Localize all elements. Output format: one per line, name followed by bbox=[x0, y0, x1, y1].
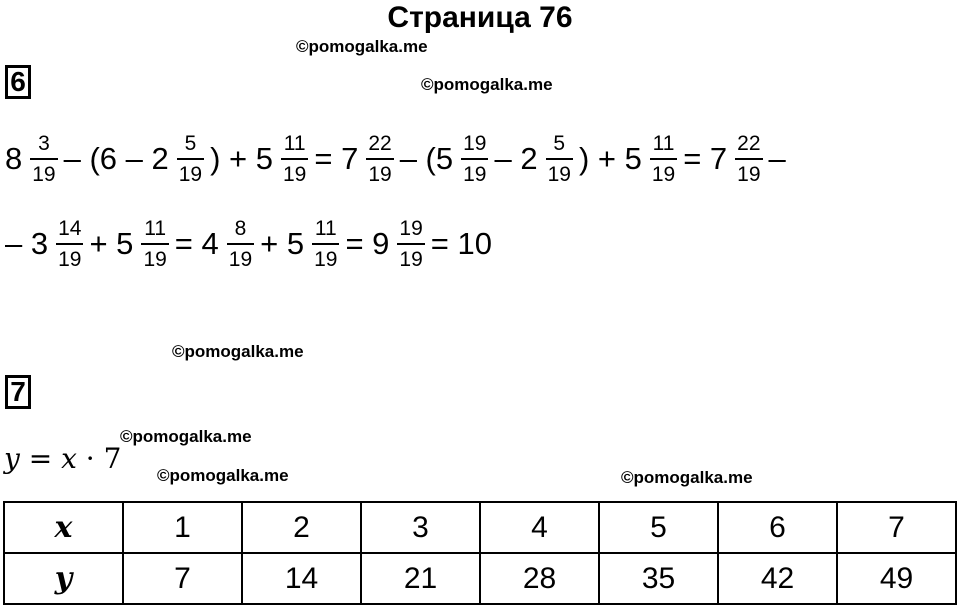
fraction-denominator: 19 bbox=[58, 247, 82, 271]
fraction-denominator: 19 bbox=[283, 162, 307, 186]
fraction-denominator: 19 bbox=[32, 162, 56, 186]
formula-rest: · 7 bbox=[76, 442, 122, 475]
table-cell: 6 bbox=[718, 502, 837, 553]
table-cell: 35 bbox=[599, 553, 718, 604]
fraction bbox=[56, 218, 83, 270]
fraction-numerator: 22 bbox=[368, 132, 392, 155]
fraction bbox=[650, 133, 677, 185]
table-cell: 2 bbox=[242, 502, 361, 553]
fraction-numerator: 11 bbox=[144, 217, 167, 240]
table-cell: 4 bbox=[480, 502, 599, 553]
fraction bbox=[227, 218, 254, 270]
row-header: y bbox=[4, 553, 123, 604]
table-cell: 49 bbox=[837, 553, 956, 604]
fraction bbox=[30, 133, 57, 185]
table-row bbox=[4, 553, 956, 604]
fraction-denominator: 19 bbox=[143, 247, 167, 271]
fraction-numerator: 14 bbox=[58, 217, 82, 240]
fraction-denominator: 19 bbox=[547, 162, 571, 186]
fraction-denominator: 19 bbox=[651, 162, 676, 186]
formula-equals: = bbox=[19, 442, 62, 475]
table-cell: 14 bbox=[242, 553, 361, 604]
math-term: – (6 – 2 bbox=[63, 141, 169, 177]
watermark: ©pomogalka.me bbox=[172, 342, 304, 361]
fraction bbox=[546, 133, 573, 185]
fraction-denominator: 19 bbox=[314, 247, 338, 271]
formula-x: x bbox=[61, 442, 77, 475]
row-header: x bbox=[4, 502, 123, 553]
table-cell: 7 bbox=[123, 553, 242, 604]
watermark: ©pomogalka.me bbox=[421, 75, 553, 94]
math-term: + 5 bbox=[89, 226, 134, 262]
fraction-denominator: 19 bbox=[228, 247, 253, 271]
fraction-numerator: 11 bbox=[283, 132, 306, 155]
fraction-numerator: 22 bbox=[737, 132, 761, 155]
table-cell: 1 bbox=[123, 502, 242, 553]
fraction bbox=[397, 218, 424, 270]
table-cell: 5 bbox=[599, 502, 718, 553]
fraction-numerator: 11 bbox=[652, 132, 675, 155]
math-term: 8 bbox=[5, 141, 23, 177]
math-term: = 7 bbox=[683, 141, 728, 177]
watermark: ©pomogalka.me bbox=[621, 468, 753, 487]
table-cell: 7 bbox=[837, 502, 956, 553]
task-number-6: 6 bbox=[5, 65, 31, 99]
task-number-7: 7 bbox=[5, 375, 31, 409]
table-row bbox=[4, 502, 956, 553]
watermark: ©pomogalka.me bbox=[120, 427, 252, 446]
math-term: = 9 bbox=[345, 226, 390, 262]
fraction-numerator: 5 bbox=[553, 132, 566, 155]
fraction-denominator: 19 bbox=[178, 162, 203, 186]
equation-line-1 bbox=[5, 133, 792, 185]
equation-line-2 bbox=[5, 218, 498, 270]
page-title: Страница 76 bbox=[387, 1, 573, 34]
watermark: ©pomogalka.me bbox=[296, 37, 428, 56]
fraction bbox=[281, 133, 308, 185]
fraction-numerator: 11 bbox=[314, 217, 337, 240]
fraction-numerator: 3 bbox=[38, 132, 50, 155]
fraction bbox=[312, 218, 339, 270]
fraction-denominator: 19 bbox=[368, 162, 392, 186]
formula bbox=[4, 442, 122, 475]
formula-y: y bbox=[4, 442, 20, 475]
table-cell: 21 bbox=[361, 553, 480, 604]
watermark: ©pomogalka.me bbox=[157, 466, 289, 485]
fraction-denominator: 19 bbox=[737, 162, 761, 186]
math-term: – (5 bbox=[399, 141, 454, 177]
math-term: – 3 bbox=[5, 226, 49, 262]
math-term: + 5 bbox=[260, 226, 305, 262]
fraction-denominator: 19 bbox=[399, 247, 423, 271]
fraction-numerator: 19 bbox=[399, 217, 423, 240]
table-cell: 28 bbox=[480, 553, 599, 604]
fraction bbox=[141, 218, 168, 270]
table-cell: 42 bbox=[718, 553, 837, 604]
math-term: ) + 5 bbox=[578, 141, 642, 177]
math-term: = 7 bbox=[314, 141, 359, 177]
math-term: ) + 5 bbox=[210, 141, 273, 177]
fraction bbox=[461, 133, 488, 185]
fraction bbox=[366, 133, 393, 185]
fraction-numerator: 5 bbox=[184, 132, 197, 155]
values-table bbox=[3, 501, 957, 605]
math-term: = 10 bbox=[430, 226, 492, 262]
fraction-numerator: 8 bbox=[234, 217, 247, 240]
math-term: = 4 bbox=[174, 226, 219, 262]
fraction-denominator: 19 bbox=[463, 162, 487, 186]
table-cell: 3 bbox=[361, 502, 480, 553]
fraction-numerator: 19 bbox=[463, 132, 487, 155]
fraction bbox=[177, 133, 204, 185]
math-term: – 2 bbox=[494, 141, 538, 177]
fraction bbox=[735, 133, 762, 185]
math-term: – bbox=[768, 141, 786, 177]
